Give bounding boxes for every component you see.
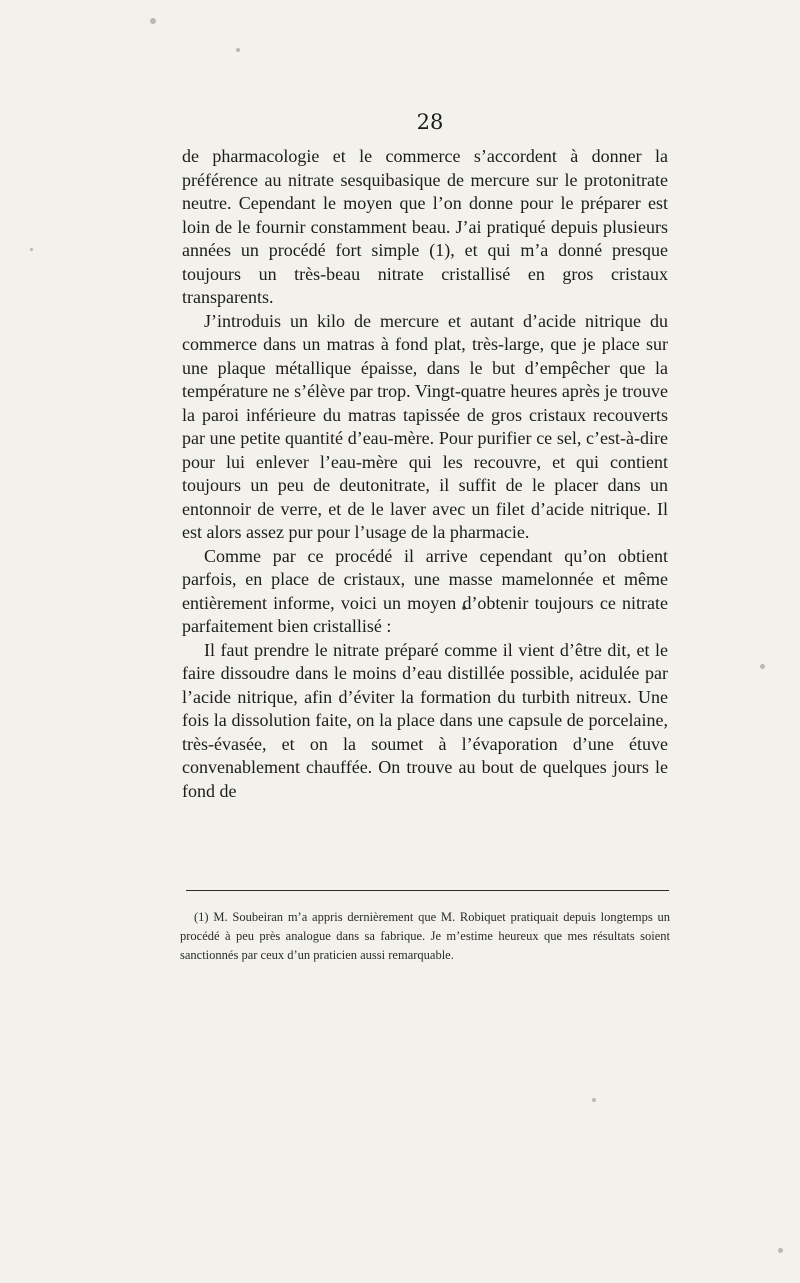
paragraph: Il faut prendre le nitrate préparé comme il vient d’être dit, et le faire dissoudre dans le moins d’eau distillée possible, acidulée par l’acide nitrique, afin d’éviter la formation du turbith nitreux. Une fois la dissolution faite, on la place dans une capsule de porcelaine, très-évasée, et on la soumet à l’évaporation d’une étuve convenablement chauffée. On trouve au bout de quelques jours le fond de [182, 639, 668, 801]
page-number: 28 [416, 110, 444, 134]
paper-speck [592, 1098, 596, 1102]
paragraph: de pharmacologie et le commerce s’accordent à donner la préférence au nitrate sesquibasique de mercure sur le protonitrate neutre. Cependant le moyen que l’on donne pour le préparer est loin de le fournir constamment beau. J’ai pratiqué depuis plusieurs années un procédé fort simple (1), et qui m’a donné presque toujours un très-beau nitrate cristallisé en gros cristaux transparents. [182, 146, 668, 307]
paper-speck [778, 1248, 783, 1253]
paper-speck [30, 248, 33, 251]
paper-speck [150, 18, 156, 24]
footnote: (1) M. Soubeiran m’a appris dernièrement que M. Robiquet pratiquait depuis longtemps un procédé à peu près analogue dans sa fabrique. Je m’estime heureux que mes résultats soient sanctionnés par ceux d’un praticien aussi remarquable. [180, 910, 670, 962]
paragraph: J’introduis un kilo de mercure et autant d’acide nitrique du commerce dans un matras à fond plat, très-large, que je place sur une plaque métallique épaisse, dans le but d’empêcher que la température ne s’élève par trop. Vingt-quatre heures après je trouve la paroi inférieure du matras tapissée de gros cristaux recouverts par une petite quantité d’eau-mère. Pour purifier ce sel, c’est-à-dire pour lui enlever l’eau-mère qui les recouvre, et qui contient toujours un peu de deutonitrate, il suffit de le placer dans un entonnoir de verre, et de le laver avec un filet d’acide nitrique. Il est alors assez pur pour l’usage de la pharmacie. [182, 310, 668, 542]
paragraph: Comme par ce procédé il arrive cependant qu’on obtient parfois, en place de cristaux, une masse mamelonnée et même entièrement informe, voici un moyen d’obtenir toujours ce nitrate parfaitement bien cristallisé : [182, 545, 668, 636]
paper-speck [760, 664, 765, 669]
paper-speck [236, 48, 240, 52]
footnote-divider [186, 890, 669, 891]
body-text [182, 145, 668, 803]
